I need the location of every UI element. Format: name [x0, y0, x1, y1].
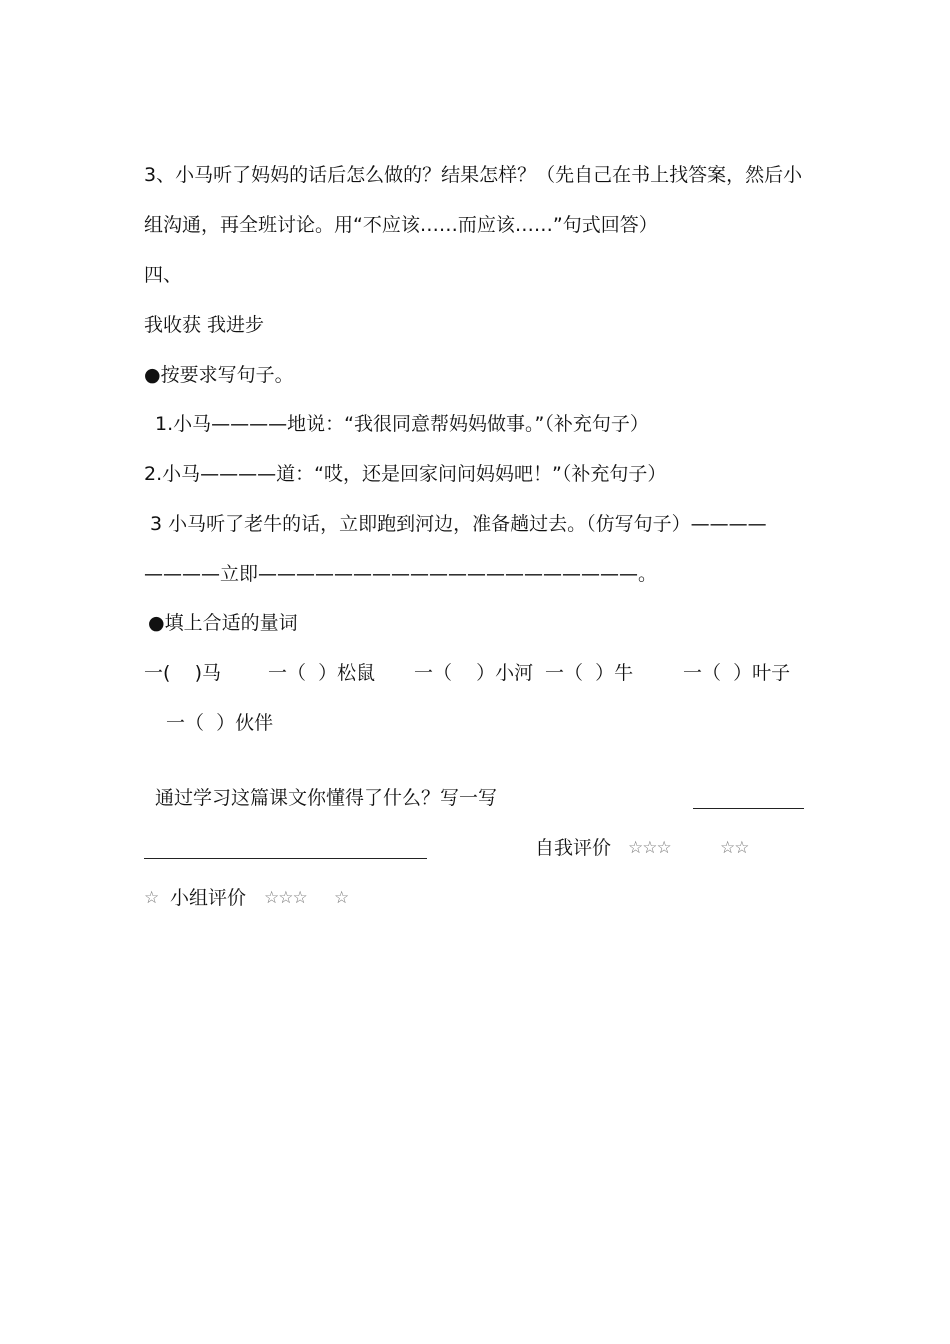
sentence-3-line-2: ————立即————————————————————。 — [144, 563, 658, 585]
question-3-line-1: 3、小马听了妈妈的话后怎么做的？结果怎样？（先自己在书上找答案，然后小 — [144, 164, 803, 186]
sentence-1: 1.小马————地说：“我很同意帮妈妈做事。”（补充句子） — [155, 413, 649, 435]
group-evaluation-stars: ☆ — [334, 888, 349, 908]
self-evaluation-stars: ☆☆☆ — [628, 838, 671, 858]
self-evaluation-label: 自我评价 — [535, 837, 612, 859]
sentence-3-line-1: 3 小马听了老牛的话，立即跑到河边，准备趟过去。（仿写句子）———— — [150, 513, 767, 535]
self-evaluation-stars: ☆ — [144, 888, 159, 908]
question-3-line-2: 组沟通，再全班讨论。用“不应该……而应该……”句式回答） — [144, 214, 658, 236]
section-heading: 我收获 我进步 — [144, 314, 265, 336]
self-evaluation-stars: ☆☆ — [720, 838, 749, 858]
reflection-question: 通过学习这篇课文你懂得了什么？写一写 — [155, 787, 498, 809]
answer-blank-line — [144, 858, 427, 859]
measure-word-item: 一（ ）伙伴 — [166, 712, 274, 734]
section-number: 四、 — [144, 264, 183, 286]
measure-word-item: 一（ ）小河 — [414, 662, 534, 684]
answer-blank-line — [693, 808, 804, 809]
sentences-title: ●按要求写句子。 — [144, 364, 294, 386]
measure-words-title: ●填上合适的量词 — [148, 612, 298, 634]
group-evaluation-stars: ☆☆☆ — [264, 888, 307, 908]
measure-word-item: 一（ ）叶子 — [683, 662, 791, 684]
sentence-2: 2.小马————道：“哎，还是回家问问妈妈吧！”（补充句子） — [144, 463, 667, 485]
group-evaluation-label: 小组评价 — [170, 887, 247, 909]
measure-word-item: 一（ ）松鼠 — [268, 662, 376, 684]
measure-word-item: 一（ ）牛 — [545, 662, 634, 684]
measure-word-item: 一( )马 — [144, 662, 221, 684]
